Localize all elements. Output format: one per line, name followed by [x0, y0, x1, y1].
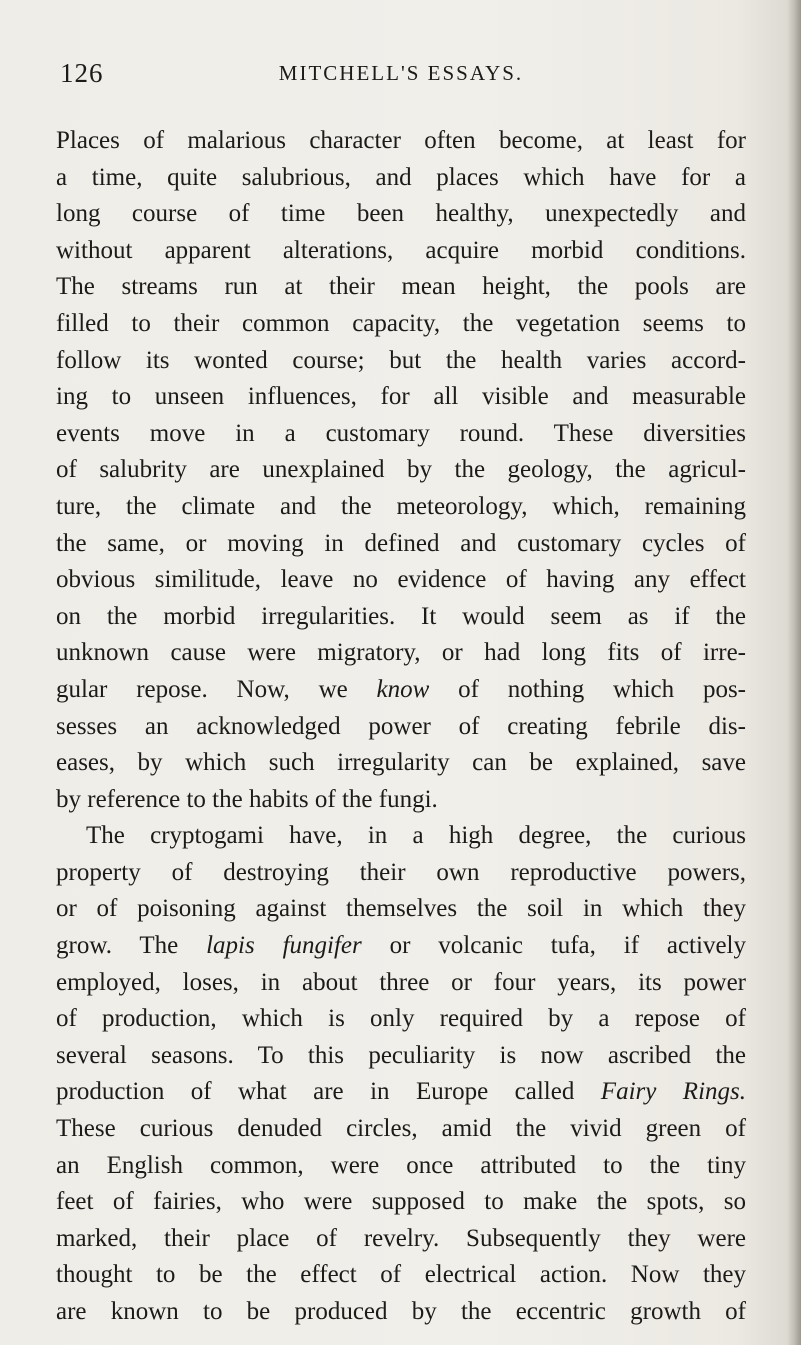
text-line [56, 599, 746, 636]
text-line [56, 1257, 746, 1294]
text-segment: without apparent alterations, acquire morbid conditions. [56, 236, 746, 264]
text-segment: Places of malarious character often become, at least for [56, 127, 746, 154]
text-segment: employed, loses, in about three or four years, its power [56, 968, 746, 996]
text-line [56, 269, 746, 306]
text-segment: a time, quite salubrious, and places which have for a [56, 163, 746, 191]
text-line [56, 160, 746, 197]
text-segment: several seasons. To this peculiarity is now ascribed the [56, 1041, 746, 1069]
text-segment: ture, the climate and the meteorology, which, remaining [56, 492, 746, 520]
text-line [56, 745, 746, 782]
text-line [56, 526, 746, 563]
text-line [56, 343, 746, 380]
text-line [56, 891, 746, 928]
text-segment: obvious similitude, leave no evidence of having any effect [56, 566, 746, 594]
text-segment: on the morbid irregularities. It would seem as if the [56, 602, 746, 630]
text-segment: These curious denuded circles, amid the vivid green of [56, 1115, 746, 1143]
text-segment: eases, by which such irregularity can be explained, save [56, 749, 746, 777]
text-segment: of production, which is only required by a repose of [56, 1005, 746, 1033]
text-segment: ing to unseen influences, for all visible and measurable [56, 383, 746, 411]
text-line [56, 489, 746, 526]
text-segment: the same, or moving in defined and customary cycles of [56, 529, 746, 557]
text-line [56, 1038, 746, 1075]
italic-text: Fairy Rings. [600, 1078, 746, 1106]
text-line [56, 965, 746, 1002]
italic-text: know [376, 675, 430, 703]
text-line [56, 709, 746, 746]
text-segment: The streams run at their mean height, the pools are [56, 273, 746, 301]
text-line [56, 928, 746, 965]
text-line [56, 379, 746, 416]
text-line [56, 1221, 746, 1258]
text-segment: are known to be produced by the eccentric growth of [56, 1298, 746, 1325]
italic-text: lapis fungifer [206, 932, 362, 960]
text-segment: production of what are in Europe called [56, 1078, 601, 1106]
body-text [56, 123, 746, 1331]
text-segment: events move in a customary round. These diversities [56, 419, 746, 447]
text-segment: gular repose. Now, we [56, 675, 377, 703]
text-segment: sesses an acknowledged power of creating febrile dis- [56, 712, 746, 740]
text-segment: follow its wonted course; but the health varies accord- [56, 346, 746, 374]
text-line [56, 855, 746, 892]
text-segment: marked, their place of revelry. Subsequently they were [56, 1224, 746, 1252]
text-line [56, 818, 746, 855]
text-line [56, 672, 746, 709]
text-segment: long course of time been healthy, unexpectedly and [56, 200, 746, 228]
text-segment: The cryptogami have, in a high degree, the curious [86, 822, 746, 850]
text-segment: property of destroying their own reproductive powers, [56, 858, 746, 886]
text-line [56, 233, 746, 270]
text-line [56, 452, 746, 489]
text-line [56, 123, 746, 160]
text-line [56, 1074, 746, 1111]
text-segment: grow. The [56, 932, 207, 960]
text-segment: of salubrity are unexplained by the geology, the agricul- [56, 456, 746, 484]
text-segment: an English common, were once attributed to the tiny [56, 1151, 746, 1179]
text-line [56, 196, 746, 233]
text-segment: or volcanic tufa, if actively [361, 932, 746, 960]
text-line [56, 1148, 746, 1185]
page-header [56, 58, 746, 94]
text-line [56, 1001, 746, 1038]
text-segment: feet of fairies, who were supposed to make the spots, so [56, 1188, 746, 1216]
page-edge-shadow [787, 0, 801, 1345]
text-line [56, 1184, 746, 1221]
text-line [56, 562, 746, 599]
text-segment: unknown cause were migratory, or had long fits of irre- [56, 639, 746, 667]
text-segment: of nothing which pos- [429, 675, 746, 703]
text-line [56, 416, 746, 453]
text-line [56, 1111, 746, 1148]
text-line [56, 782, 746, 819]
text-segment: by reference to the habits of the fungi. [56, 785, 438, 813]
text-line [56, 306, 746, 343]
running-title: MITCHELL'S ESSAYS. [278, 61, 524, 85]
page-number: 126 [60, 58, 104, 88]
text-segment: filled to their common capacity, the vegetation seems to [56, 309, 746, 337]
text-segment: thought to be the effect of electrical action. Now they [56, 1261, 746, 1289]
text-line [56, 1294, 746, 1331]
text-segment: or of poisoning against themselves the soil in which they [56, 895, 746, 923]
text-line [56, 635, 746, 672]
